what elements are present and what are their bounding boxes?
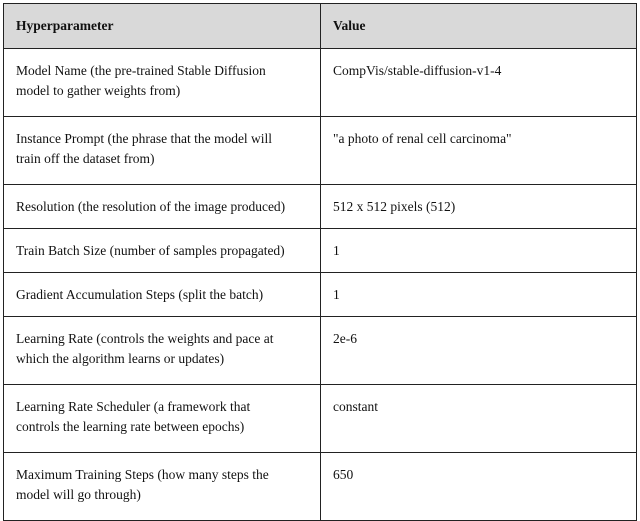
parameter-text: model to gather weights from)	[16, 83, 181, 98]
table-row	[4, 453, 637, 521]
value-cell: 512 x 512 pixels (512)	[321, 185, 637, 229]
parameter-text: Maximum Training Steps (how many steps the	[16, 467, 269, 482]
parameter-cell	[4, 453, 321, 521]
parameter-text: Learning Rate Scheduler (a framework that	[16, 399, 251, 414]
parameter-text: Model Name (the pre-trained Stable Diffusion	[16, 63, 266, 78]
parameter-cell: Gradient Accumulation Steps (split the batch)	[4, 273, 321, 317]
table-row	[4, 317, 637, 385]
table-body	[4, 49, 637, 521]
table-row	[4, 273, 637, 317]
table-row	[4, 117, 637, 185]
table-row	[4, 385, 637, 453]
value-cell: 2e-6	[321, 317, 637, 385]
table-row	[4, 185, 637, 229]
value-cell: 650	[321, 453, 637, 521]
header-value: Value	[321, 4, 637, 49]
parameter-text: controls the learning rate between epochs)	[16, 419, 245, 434]
parameter-text: which the algorithm learns or updates)	[16, 351, 225, 366]
value-cell: 1	[321, 273, 637, 317]
table-row	[4, 49, 637, 117]
value-cell: 1	[321, 229, 637, 273]
parameter-cell	[4, 49, 321, 117]
parameter-cell: Resolution (the resolution of the image produced)	[4, 185, 321, 229]
value-cell: constant	[321, 385, 637, 453]
parameter-text: train off the dataset from)	[16, 151, 155, 166]
parameter-text: Instance Prompt (the phrase that the model will	[16, 131, 273, 146]
parameter-text: Learning Rate (controls the weights and pace at	[16, 331, 274, 346]
parameter-cell	[4, 385, 321, 453]
header-row	[4, 4, 637, 49]
parameter-text: model will go through)	[16, 487, 141, 502]
table-header	[4, 4, 637, 49]
parameter-cell: Train Batch Size (number of samples propagated)	[4, 229, 321, 273]
parameter-cell	[4, 317, 321, 385]
value-cell: CompVis/stable-diffusion-v1-4	[321, 49, 637, 117]
header-hyperparameter: Hyperparameter	[4, 4, 321, 49]
hyperparameter-table	[3, 3, 637, 521]
value-cell: "a photo of renal cell carcinoma"	[321, 117, 637, 185]
parameter-cell	[4, 117, 321, 185]
table-row	[4, 229, 637, 273]
